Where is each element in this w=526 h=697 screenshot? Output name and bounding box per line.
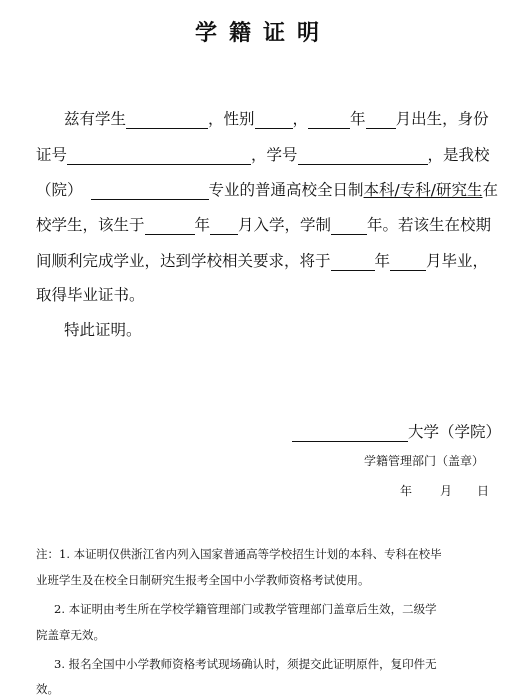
graduation-year-blank[interactable] xyxy=(331,254,375,271)
program-length-blank[interactable] xyxy=(331,218,367,235)
gender-blank[interactable] xyxy=(255,112,293,129)
degree-type-options: 本科/专科/研究生 xyxy=(363,181,483,199)
note-3-line-2: 效。 xyxy=(36,682,59,696)
text: （院） xyxy=(36,181,83,199)
body-line-5 xyxy=(36,249,488,271)
note-1-line-2: 业班学生及在校全日制研究生报考全国中小学教师资格考试使用。 xyxy=(36,573,370,587)
text: 专业的普通高校全日制 xyxy=(208,181,364,199)
enroll-month-blank[interactable] xyxy=(210,218,238,235)
text: 年 xyxy=(350,110,366,128)
date-day: 日 xyxy=(477,484,490,498)
text: ，是我校 xyxy=(427,146,490,164)
body-line-4 xyxy=(36,213,491,235)
body-line-1 xyxy=(64,107,489,129)
body-line-7 xyxy=(64,318,142,340)
id-number-blank[interactable] xyxy=(67,148,251,165)
major-blank[interactable] xyxy=(91,183,209,200)
date-year: 年 xyxy=(400,484,413,498)
text: ，学号 xyxy=(251,146,298,164)
registrar-dept: 学籍管理部门（盖章） xyxy=(364,454,485,468)
birth-month-blank[interactable] xyxy=(366,112,396,129)
name-blank[interactable] xyxy=(126,112,208,129)
text: 特此证明。 xyxy=(64,321,142,339)
text: 取得毕业证书。 xyxy=(36,286,145,304)
note-2-line-1: 2. 本证明由考生所在学校学籍管理部门或教学管理部门盖章后生效，二级学 xyxy=(54,602,437,616)
page-title: 学籍证明 xyxy=(194,20,331,46)
body-line-6 xyxy=(36,283,145,305)
body-line-2 xyxy=(36,143,490,165)
text: 在 xyxy=(482,181,498,199)
birth-year-blank[interactable] xyxy=(308,112,350,129)
text: 年 xyxy=(374,252,391,270)
university-name-blank[interactable] xyxy=(292,425,408,442)
text: ，性别 xyxy=(208,110,255,128)
enroll-year-blank[interactable] xyxy=(145,218,195,235)
text: ， xyxy=(292,110,309,128)
text: 证号 xyxy=(36,146,68,164)
text: 月出生，身份 xyxy=(395,110,489,128)
student-number-blank[interactable] xyxy=(298,148,428,165)
university-suffix: 大学（学院） xyxy=(408,423,502,441)
text: 年 xyxy=(194,216,211,234)
text: 校学生，该生于 xyxy=(36,216,145,234)
note-3-line-1: 3. 报名全国中小学教师资格考试现场确认时，须提交此证明原件，复印件无 xyxy=(54,657,437,671)
university-line xyxy=(292,420,501,442)
date-month: 月 xyxy=(440,484,453,498)
note-2-line-2: 院盖章无效。 xyxy=(36,628,105,642)
text: 间顺利完成学业，达到学校相关要求，将于 xyxy=(36,252,331,270)
body-line-3 xyxy=(36,178,498,200)
graduation-month-blank[interactable] xyxy=(390,254,426,271)
text: 兹有学生 xyxy=(64,110,127,128)
text: 年。若该生在校期 xyxy=(367,216,492,234)
note-1-line-1: 注：1. 本证明仅供浙江省内列入国家普通高等学校招生计划的本科、专科在校毕 xyxy=(36,547,442,561)
text: 月毕业， xyxy=(426,252,489,270)
text: 月入学，学制 xyxy=(238,216,332,234)
